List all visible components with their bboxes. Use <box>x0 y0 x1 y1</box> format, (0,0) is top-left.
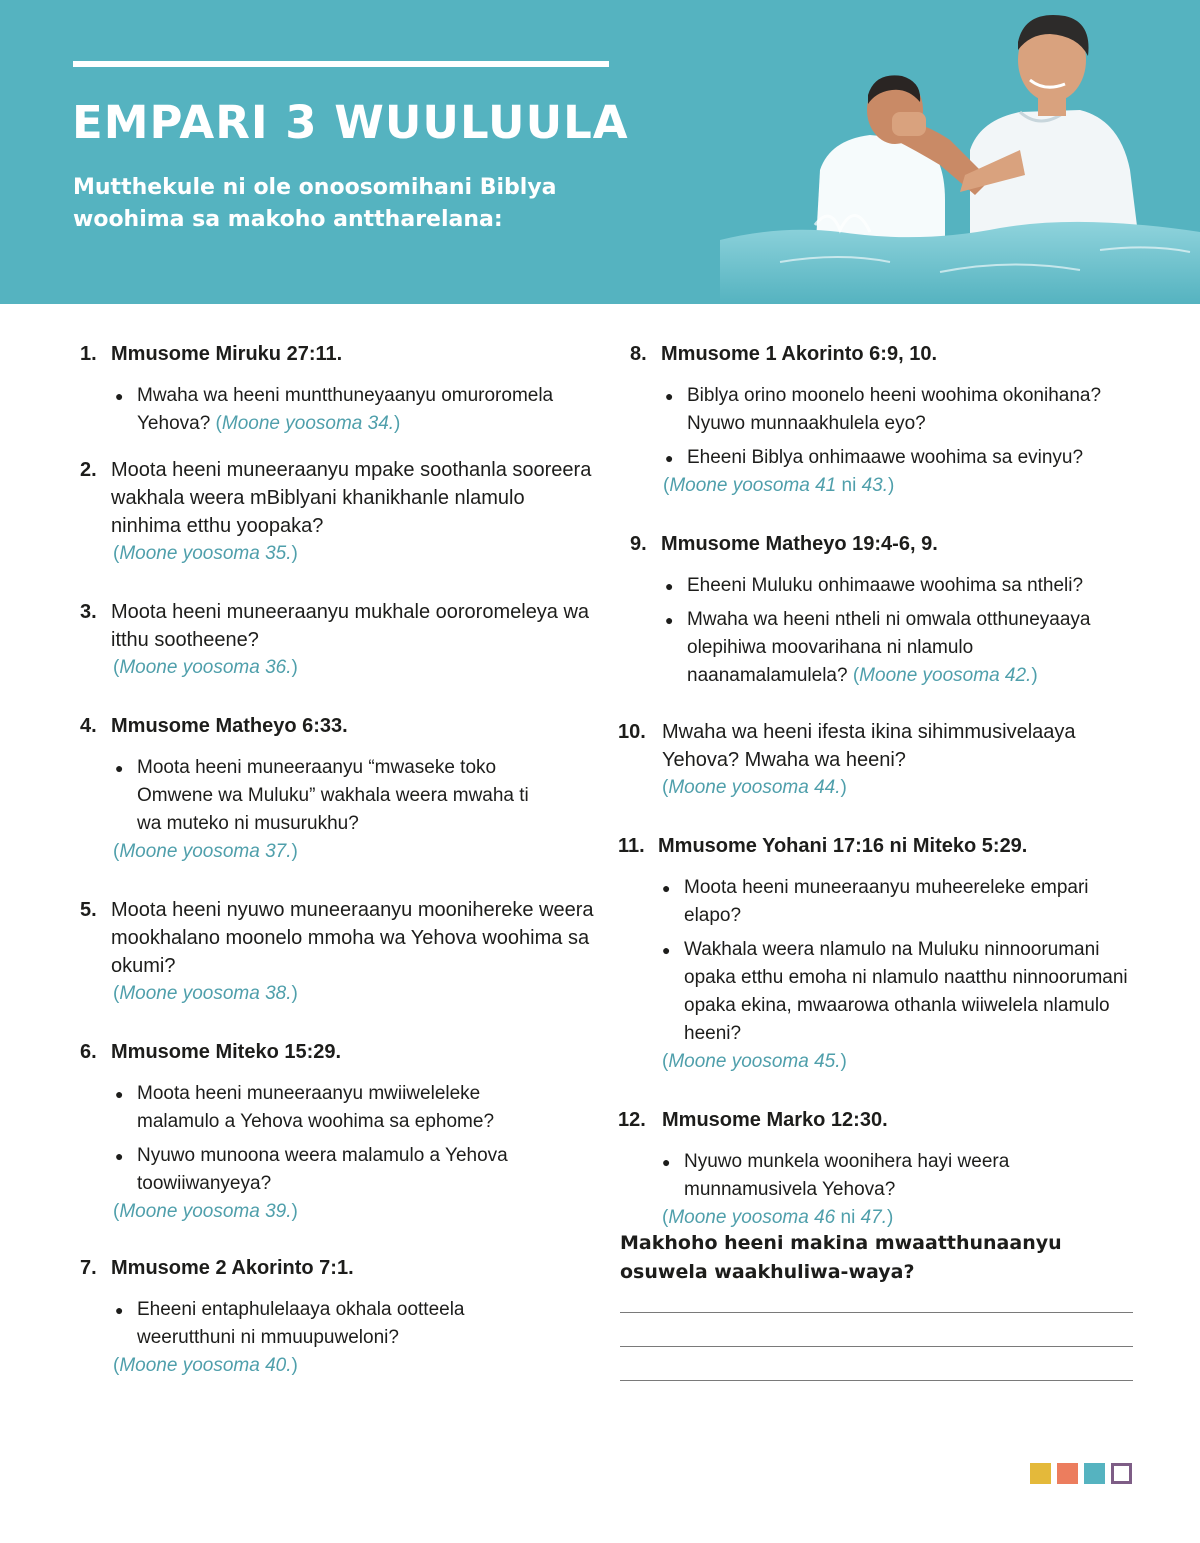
closing-question: Makhoho heeni makina mwaatthunaanyu osuwela waakhuliwa-waya? <box>620 1232 1062 1283</box>
question-number: 2. <box>80 459 97 481</box>
question-7 <box>80 1254 600 1380</box>
question-text: Mmusome 1 Akorinto 6:9, 10. <box>661 343 937 365</box>
study-reference: (Moone yoosoma 41 ni 43.) <box>663 475 895 496</box>
bullet-item: ● Moota heeni muneeraanyu “mwaseke toko Omwene wa Muluku” wakhala weera mwaha ti wa muteko ni musurukhu? <box>115 754 545 838</box>
question-3 <box>80 598 600 682</box>
question-text: Mmusome Matheyo 6:33. <box>111 715 348 737</box>
orange-square-icon <box>1057 1463 1078 1484</box>
outline-square-icon <box>1111 1463 1132 1484</box>
answer-line[interactable] <box>620 1346 1133 1347</box>
bullet-item: ● Nyuwo munkela woonihera hayi weera munnamusivela Yehova? <box>662 1148 1112 1204</box>
question-number: 9. <box>630 533 647 555</box>
study-reference: (Moone yoosoma 34.) <box>215 413 401 434</box>
bullet-item: ● Eheeni Muluku onhimaawe woohima sa ntheli? <box>665 572 1125 600</box>
questions-left-column <box>80 340 600 1380</box>
question-text: Mmusome 2 Akorinto 7:1. <box>111 1257 354 1279</box>
question-11 <box>618 832 1148 1076</box>
question-number: 3. <box>80 601 97 623</box>
question-2 <box>80 456 600 568</box>
decorative-squares <box>1030 1463 1132 1484</box>
header-banner <box>0 0 1200 304</box>
study-reference: (Moone yoosoma 45.) <box>662 1051 847 1072</box>
question-9 <box>630 530 1148 690</box>
study-reference: (Moone yoosoma 38.) <box>113 983 298 1004</box>
bullet-item: ● Moota heeni muneeraanyu muheereleke empari elapo? <box>662 874 1137 930</box>
yellow-square-icon <box>1030 1463 1051 1484</box>
question-number: 8. <box>630 343 647 365</box>
question-6 <box>80 1038 600 1226</box>
question-12 <box>618 1106 1148 1232</box>
study-reference: (Moone yoosoma 40.) <box>113 1355 298 1376</box>
question-number: 6. <box>80 1041 97 1063</box>
question-number: 4. <box>80 715 97 737</box>
question-text: Mmusome Marko 12:30. <box>662 1109 888 1131</box>
question-text: Moota heeni muneeraanyu mukhale oororomeleya wa itthu sootheene? <box>111 601 590 651</box>
study-reference: (Moone yoosoma 42.) <box>852 665 1038 686</box>
question-1 <box>80 340 600 438</box>
study-reference: (Moone yoosoma 39.) <box>113 1201 298 1222</box>
bullet-item: ● Eheeni Biblya onhimaawe woohima sa evinyu? <box>665 444 1145 472</box>
bullet-item: ● Biblya orino moonelo heeni woohima okonihana? Nyuwo munnaakhulela eyo? <box>665 382 1145 438</box>
question-number: 10. <box>618 721 646 743</box>
header-rule <box>73 61 609 67</box>
study-reference: (Moone yoosoma 37.) <box>113 841 298 862</box>
question-10 <box>618 718 1148 802</box>
question-number: 11. <box>618 835 645 857</box>
question-5 <box>80 896 600 1008</box>
question-number: 1. <box>80 343 97 365</box>
question-text: Mmusome Yohani 17:16 ni Miteko 5:29. <box>658 835 1028 857</box>
question-text: Moota heeni nyuwo muneeraanyu moonihereke weera mookhalano moonelo mmoha wa Yehova woohima sa okumi? <box>111 899 594 977</box>
question-text: Mmusome Matheyo 19:4-6, 9. <box>661 533 938 555</box>
question-text: Moota heeni muneeraanyu mpake soothanla sooreera wakhala weera mBiblyani khanikhanle nlamulo ninhima etthu yoopaka? <box>111 459 592 537</box>
question-number: 5. <box>80 899 97 921</box>
page-title: EMPARI 3 WUULUULA <box>72 96 629 149</box>
bullet-item: ● Wakhala weera nlamulo na Muluku ninnoorumani opaka etthu emoha ni nlamulo naatthu ninnoorumani opaka ekina, mwaarowa othanla wiiwelela nlamulo heeni? <box>662 936 1137 1048</box>
question-number: 7. <box>80 1257 97 1279</box>
study-reference: (Moone yoosoma 36.) <box>113 657 298 678</box>
bullet-item: ● Mwaha wa heeni muntthuneyaanyu omuroromela Yehova? (Moone yoosoma 34.) <box>115 382 600 438</box>
bullet-item: ● Nyuwo munoona weera malamulo a Yehova toowiiwanyeya? <box>115 1142 555 1198</box>
bullet-item: ● Mwaha wa heeni ntheli ni omwala otthuneyaaya olepihiwa moovarihana ni nlamulo naanamalamulela? (Moone yoosoma 42.) <box>665 606 1125 690</box>
question-text: Mmusome Miruku 27:11. <box>111 343 343 365</box>
page-subtitle: Mutthekule ni ole onoosomihani Biblya woohima sa makoho anttharelana: <box>73 175 557 232</box>
questions-right-column <box>618 340 1148 1232</box>
teal-square-icon <box>1084 1463 1105 1484</box>
study-reference: (Moone yoosoma 46 ni 47.) <box>662 1207 894 1228</box>
bullet-item: ● Eheeni entaphulelaaya okhala ootteela weerutthuni ni mmuupuweloni? <box>115 1296 495 1352</box>
question-text: Mmusome Miteko 15:29. <box>111 1041 342 1063</box>
study-reference: (Moone yoosoma 35.) <box>113 543 298 564</box>
question-4 <box>80 712 600 866</box>
answer-line[interactable] <box>620 1380 1133 1381</box>
bullet-item: ● Moota heeni muneeraanyu mwiiweleleke malamulo a Yehova woohima sa ephome? <box>115 1080 555 1136</box>
question-text: Mwaha wa heeni ifesta ikina sihimmusivelaaya Yehova? Mwaha wa heeni? <box>662 721 1076 771</box>
baptism-illustration <box>720 0 1200 304</box>
study-reference: (Moone yoosoma 44.) <box>662 777 847 798</box>
question-8 <box>630 340 1148 500</box>
question-number: 12. <box>618 1109 646 1131</box>
answer-line[interactable] <box>620 1312 1133 1313</box>
